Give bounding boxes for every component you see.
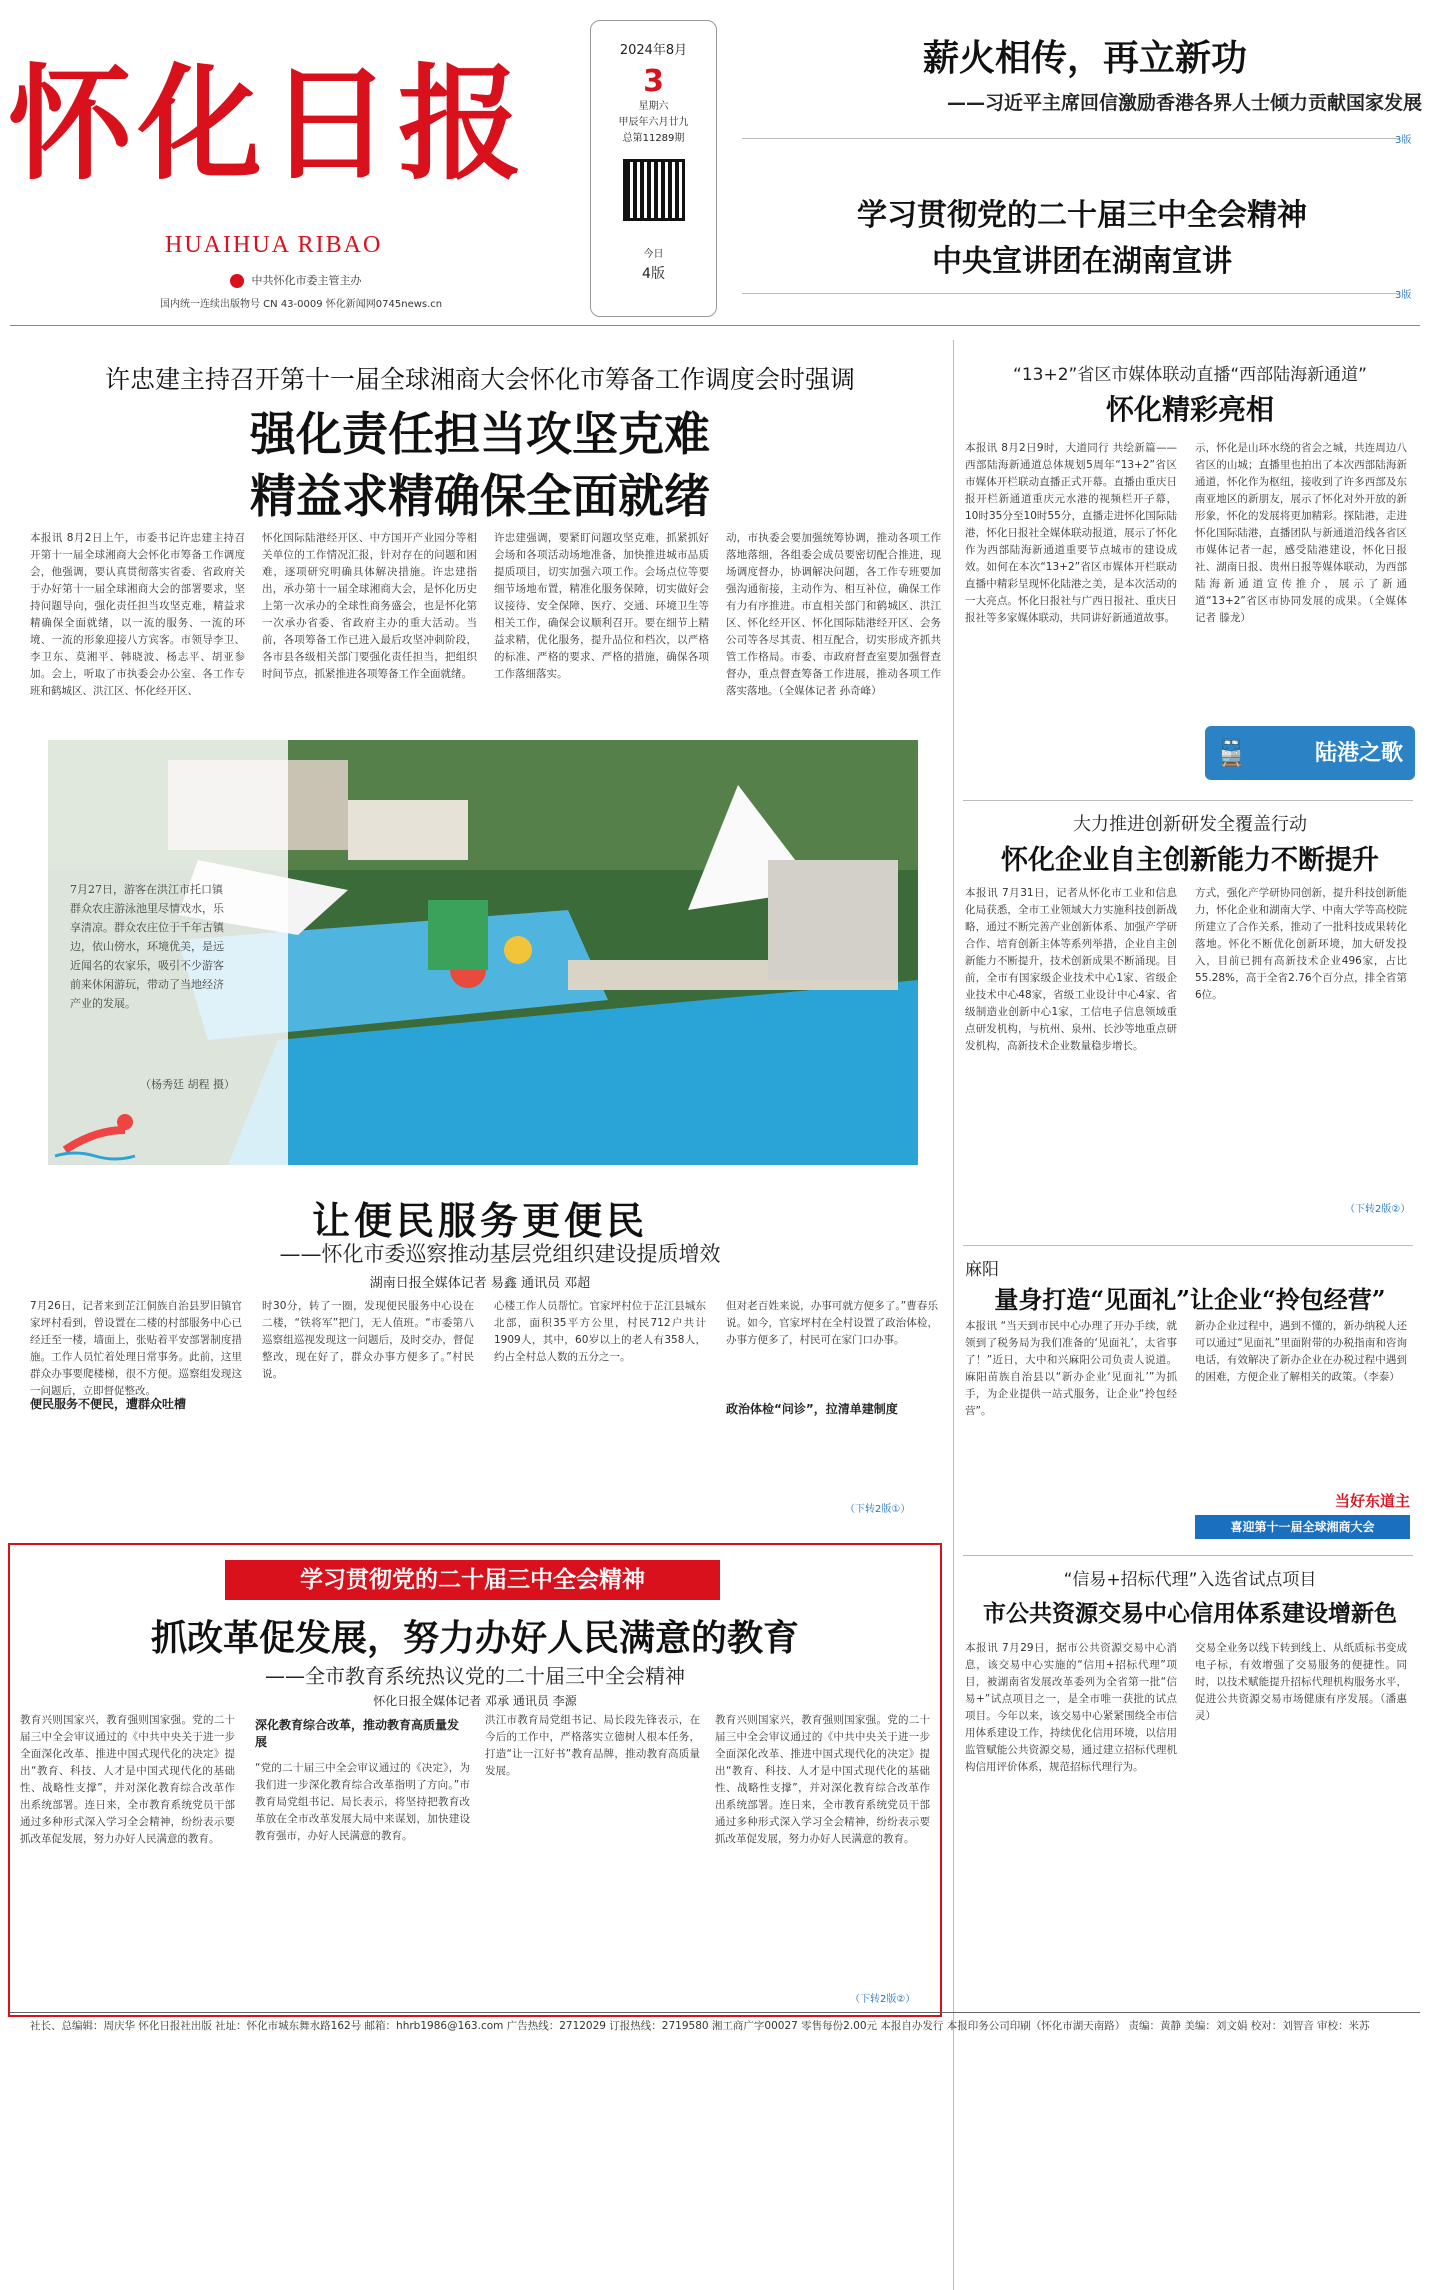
innovation-jump[interactable]: （下转2版②） — [1345, 1204, 1411, 1215]
education-body-col3: 洪江市教育局党组书记、局长段先锋表示，在今后的工作中，严格落实立德树人根本任务，打造“让一江好书”教育品牌，推动教育高质量发展。 — [485, 1714, 700, 1777]
education-subtitle: ——全市教育系统热议党的二十届三中全会精神 — [265, 1664, 685, 1688]
service-byline: 湖南日报全媒体记者 易鑫 通讯员 邓超 — [369, 1276, 591, 1291]
date-box — [590, 20, 717, 317]
media-body-col1: 本报讯 8月2日9时，大道同行 共绘新篇——西部陆海新通道总体规划5周年“13+2”省区市媒体开栏联动直播正式开幕。直播由重庆日报开栏新通道重庆元水港的视频栏开子幕，10时35分至10时55分，直播走进怀化国际陆港，怀化日报社全媒体联动报道，展示了怀化作为西部陆海新通道重要节点城市的建设成效。如何在本次“13+2”省区市媒体开栏联动直播中精彩呈现怀化陆港之美，是本次活动的一大亮点。怀化日报社与广西日报社、重庆日报社等多家媒体联动，共同讲好新通道故事。 — [965, 442, 1177, 624]
service-body-col4: 但对老百姓来说，办事可就方便多了。”曹春乐说。如今，官家坪村在全村设置了政治体检，办事方便多了，村民可在家门口办事。 — [726, 1300, 938, 1346]
mayang-kicker: 麻阳 — [965, 1260, 999, 1280]
service-subtitle: ——怀化市委巡察推动基层党组织建设提质增效 — [279, 1242, 721, 1266]
issue-number: 总第11289期 — [622, 133, 685, 144]
education-subhead-1: 深化教育综合改革，推动教育高质量发展 — [255, 1718, 460, 1749]
host-badge[interactable] — [1195, 1490, 1410, 1548]
education-title[interactable]: 抓改革促发展，努力办好人民满意的教育 — [150, 1617, 799, 1659]
lead-body-col4: 动，市执委会要加强统筹协调，推动各项工作落地落细，各组委会成员要密切配合推进，现场调度督办，协调解决问题，各工作专班要加强沟通衔接，主动作为、相互补位，确保工作有力有序推进。市直相关部门和鹤城区、洪江区、怀化经开区、怀化国际陆港经开区、会务公司等各尽其责、相互配合，切实形成齐抓共管工作格局。市委、市政府督查室要加强督查督办，重点督查筹备工作进展，推动各项工作落实落地。（全媒体记者 孙奇峰） — [726, 532, 941, 697]
media-body-col2: 示，怀化是山环水绕的省会之城，共连周边八省区的山城；直播里也拍出了本次西部陆海新通道，怀化作为枢纽，接收到了许多西部及东南亚地区的新朋友，展示了怀化对外开放的新形象，怀化的发展将更加精彩。探陆港，走进怀化国际陆港，直播团队与新通道沿线各省区市媒体记者一起，感受陆港建设，怀化日报社、湖南日报、贵州日报等媒体联动，为西部陆海新通道宣传推介，展示了新通道“13+2”省区市协同发展的成果。（全媒体记者 滕龙） — [1195, 442, 1407, 624]
education-jump[interactable]: （下转2版②） — [850, 1994, 916, 2005]
service-subhead-2: 政治体检“问诊”，拉清单建制度 — [726, 1402, 898, 1416]
page-count: 4版 — [642, 266, 665, 282]
credit-body-col1: 本报讯 7月29日，据市公共资源交易中心消息，该交易中心实施的“信用+招标代理”项目，被湖南省发展改革委列为全省第一批“信易+”试点项目之一，是全市唯一获批的试点项目。今年以来，该交易中心紧紧围绕全市信用体系建设工作，持续优化信用环境，以信用监管赋能公共资源交易，通过建立招标代理机构信用评价体系，规范招标代理行为。 — [965, 1642, 1177, 1773]
media-title[interactable]: 怀化精彩亮相 — [1105, 393, 1274, 426]
education-byline: 怀化日报全媒体记者 邓承 通讯员 李源 — [373, 1694, 577, 1708]
lead-kicker: 许忠建主持召开第十一届全球湘商大会怀化市筹备工作调度会时强调 — [104, 365, 855, 394]
photo-credit: （杨秀廷 胡程 摄） — [140, 1078, 235, 1091]
qr-code-icon[interactable] — [623, 159, 685, 221]
credit-kicker: “信易+招标代理”入选省试点项目 — [1063, 1570, 1317, 1590]
top-story-1-subtitle: ——习近平主席回信激励香港各界人士倾力贡献国家发展 — [946, 92, 1422, 114]
service-subhead-1: 便民服务不便民，遭群众吐槽 — [30, 1397, 187, 1411]
photo-caption: 7月27日，游客在洪江市托口镇群众农庄游泳池里尽情戏水，乐享清凉。群众农庄位于千年古镇边，依山傍水，环境优美，是远近闻名的农家乐，吸引不少游客前来休闲游玩，带动了当地经济产业的发展。 — [70, 883, 224, 1010]
top-story-2-title-line1[interactable]: 学习贯彻党的二十届三中全会精神 — [857, 198, 1307, 233]
top-story-1-title[interactable]: 薪火相传，再立新功 — [922, 37, 1247, 79]
train-icon: 🚆 — [1215, 738, 1248, 768]
media-kicker: “13+2”省区市媒体联动直播“西部陆海新通道” — [1013, 365, 1367, 385]
credit-title[interactable]: 市公共资源交易中心信用体系建设增新色 — [983, 1600, 1397, 1627]
date-lunar: 甲辰年六月廿九 — [618, 117, 689, 128]
party-emblem-icon — [230, 274, 244, 288]
innovation-body-col1: 本报讯 7月31日，记者从怀化市工业和信息化局获悉，全市工业领域大力实施科技创新战略，通过不断完善产业创新体系、加强产学研合作、培育创新主体等系列举措，企业自主创新能力不断提升，技术创新成果不断涌现。目前，全市有国家级企业技术中心1家、省级企业技术中心48家，省级工业设计中心4家、省级制造业创新中心1家，工信电子信息领域重点研发机构，与杭州、泉州、长沙等地重点研发机构，高新技术企业数量稳步增长。 — [965, 887, 1177, 1052]
lead-body-col1: 本报讯 8月2日上午，市委书记许忠建主持召开第十一届全球湘商大会怀化市筹备工作调度会，他强调，要认真贯彻落实省委、省政府关于办好第十一届全球湘商大会的部署要求，坚持问题导向，强化责任担当攻坚克难，精益求精确保全面就绪，以一流的服务、一流的环境、一流的形象迎接八方宾客。市领导李卫、李卫东、莫湘平、韩晓波、杨志平、胡亚参加。会上，听取了市执委会办公室、各工作专班和鹤城区、洪江区、怀化经开区、 — [30, 532, 245, 697]
service-body-col1: 7月26日，记者来到芷江侗族自治县罗旧镇官家坪村看到，曾设置在二楼的村部服务中心已经迁至一楼，墙面上，张贴着平安部署制度措施。工作人员忙着处理日常事务。此前，这里群众办事要爬楼梯，很不方便。巡察组发现这一问题后，立即督促整改。 — [30, 1300, 242, 1397]
innovation-body-col2: 方式，强化产学研协同创新，提升科技创新能力，怀化企业和湖南大学、中南大学等高校院所建立了合作关系，推动了一批科技成果转化落地。怀化不断优化创新环境，加大研发投入，目前已拥有高新技术企业496家，占比55.28%，高于全省2.76个百分点，排全省第6位。 — [1195, 887, 1407, 1001]
date-day: 3 — [643, 64, 664, 99]
lead-body-col2: 怀化国际陆港经开区、中方国开产业园分等相关单位的工作情况汇报，针对存在的问题和困难，逐项研究明确具体解决措施。许忠建指出，承办第十一届全球湘商大会，是怀化历史上第一次承办的全球性商务盛会，也是怀化第一次承办省委、省政府主办的重大活动。当前，各项筹备工作已进入最后攻坚冲刺阶段，各市县各级相关部门要强化责任担当，把组织时间节点，抓紧推进各项筹备工作全面就绪。 — [262, 532, 477, 680]
top-story-1-jump[interactable]: 3版 — [1395, 135, 1412, 146]
top-story-2-title-line2[interactable]: 中央宣讲团在湖南宣讲 — [932, 244, 1232, 279]
sponsor-line: 中共怀化市委主管主办 — [230, 272, 362, 288]
service-body-col3: 心楼工作人员帮忙。官家坪村位于芷江县城东北部，面积35平方公里，村民712户共计1909人，其中，60岁以上的老人有358人，约占全村总人数的五分之一。 — [494, 1300, 706, 1363]
date-year-month: 2024年8月 — [619, 43, 688, 58]
innovation-kicker: 大力推进创新研发全覆盖行动 — [1073, 814, 1307, 835]
swimmer-icon — [55, 1110, 145, 1164]
innovation-title[interactable]: 怀化企业自主创新能力不断提升 — [1001, 845, 1379, 876]
service-body-col2: 时30分，转了一圈，发现便民服务中心设在二楼，“铁将军”把门，无人值班。“市委第八巡察组巡视发现这一问题后，及时交办，督促整改，现在好了，群众办事方便多了。”村民说。 — [262, 1300, 474, 1380]
lead-body-col3: 许忠建强调，要紧盯问题攻坚克难，抓紧抓好会场和各项活动场地准备，加快推进城市品质提质项目，切实加强六项工作。会场点位等要细节场地布置，精准化服务保障，切实做好会议接待、安全保障、医疗、交通、环境卫生等相关工作，确保会议顺利召开。要在细节上精益求精，优化服务，提升品位和档次，以严格的标准、严格的要求、严格的措施，确保各项工作落细落实。 — [494, 532, 709, 680]
credit-body-col2: 交易全业务以线下转到线上、从纸质标书变成电子标，有效增强了交易服务的便捷性。同时，以技术赋能提升招标代理机构服务水平，促进公共资源交易市场健康有序发展。（潘惠灵） — [1195, 1642, 1407, 1722]
education-body-col2: “党的二十届三中全会审议通过的《决定》，为我们进一步深化教育综合改革指明了方向。”市教育局党组书记、局长表示，将坚持把教育改革放在全市改革发展大局中来谋划，加快建设教育强市，办好人民满意的教育。 — [255, 1762, 470, 1842]
masthead-pinyin: HUAIHUA RIBAO — [165, 232, 383, 258]
host-badge-subtitle: 喜迎第十一届全球湘商大会 — [1195, 1515, 1410, 1539]
mayang-title[interactable]: 量身打造“见面礼”让企业“拎包经营” — [994, 1285, 1386, 1314]
service-jump[interactable]: （下转2版①） — [845, 1504, 911, 1515]
host-badge-title: 当好东道主 — [1334, 1492, 1410, 1510]
education-body-col1: 教育兴则国家兴，教育强则国家强。党的二十届三中全会审议通过的《中共中央关于进一步全面深化改革、推进中国式现代化的决定》提出“教育、科技、人才是中国式现代化的基础性、战略性支撑”，并对深化教育综合改革作出系统部署。连日来，全市教育系统党员干部通过多种形式深入学习全会精神，纷纷表示要抓改革促发展，努力办好人民满意的教育。 — [20, 1714, 235, 1845]
top-story-2-jump[interactable]: 3版 — [1395, 290, 1412, 301]
registration-line: 国内统一连续出版物号 CN 43-0009 怀化新闻网0745news.cn — [160, 299, 443, 310]
footer-imprint: 社长、总编辑：周庆华 怀化日报社出版 社址：怀化市城东舞水路162号 邮箱：hhrb1986@163.com 广告热线：2712029 订报热线：2719580 湘工商广字00027 零售每份2.00元 本报自办发行 本报印务公司印刷（怀化市湖天南路） 责编：黄静 美编：刘文娟 校对：刘智音 审校：米苏 — [30, 2020, 1370, 2032]
education-banner: 学习贯彻党的二十届三中全会精神 — [225, 1560, 720, 1600]
education-body-col4: 教育兴则国家兴，教育强则国家强。党的二十届三中全会审议通过的《中共中央关于进一步全面深化改革、推进中国式现代化的决定》提出“教育、科技、人才是中国式现代化的基础性、战略性支撑”，并对深化教育综合改革作出系统部署。连日来，全市教育系统党员干部通过多种形式深入学习全会精神，纷纷表示要抓改革促发展，努力办好人民满意的教育。 — [715, 1714, 930, 1845]
lead-title-line1[interactable]: 强化责任担当攻坚克难 — [250, 407, 710, 461]
service-title[interactable]: 让便民服务更便民 — [311, 1198, 648, 1243]
lugang-badge[interactable]: 🚆 陆港之歌 — [1205, 726, 1415, 780]
lead-title-line2[interactable]: 精益求精确保全面就绪 — [250, 469, 710, 523]
today-label: 今日 — [643, 249, 664, 260]
mayang-body-col2: 新办企业过程中，遇到不懂的，新办纳税人还可以通过“见面礼”里面附带的办税指南和咨询电话，有效解决了新办企业在办税过程中遇到的困难，方便企业了解相关的政策。（李泰） — [1195, 1320, 1407, 1383]
date-weekday: 星期六 — [638, 101, 669, 112]
masthead-title: 怀化日报 — [8, 52, 529, 197]
mayang-body-col1: 本报讯 “当天到市民中心办理了开办手续，就领到了税务局为我们准备的‘见面礼’，太省事了！”近日，大中和兴麻阳公司负责人说道。麻阳苗族自治县以“新办企业‘见面礼’”为抓手，为企业提供一站式服务，让企业“拎包经营”。 — [965, 1320, 1177, 1417]
